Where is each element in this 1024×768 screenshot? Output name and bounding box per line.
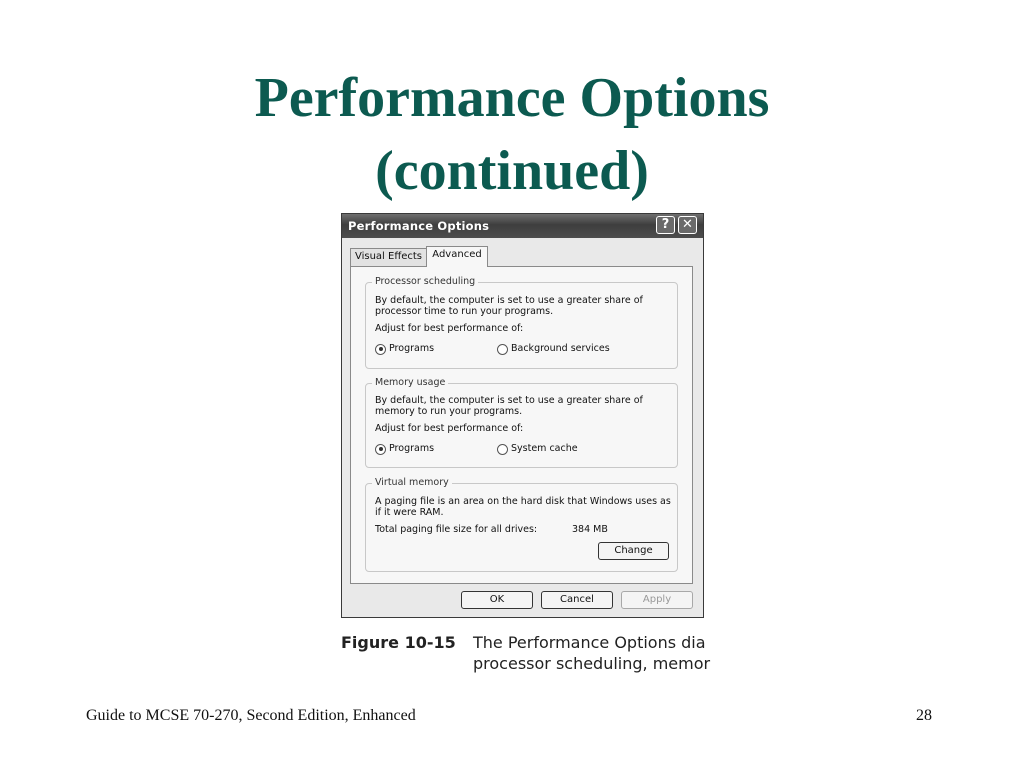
memory-adjust-label: Adjust for best performance of: — [375, 423, 524, 434]
figure-label: Figure 10-15 — [341, 633, 456, 652]
help-icon[interactable]: ? — [656, 216, 675, 234]
memory-cache-radio[interactable] — [497, 443, 578, 455]
memory-programs-label: Programs — [389, 443, 435, 454]
memory-description-line2: memory to run your programs. — [375, 406, 523, 417]
close-icon[interactable]: ✕ — [678, 216, 697, 234]
memory-cache-label: System cache — [511, 443, 578, 454]
radio-unselected-icon — [497, 444, 508, 455]
caption-line2: processor scheduling, memor — [473, 654, 711, 673]
dialog-title: Performance Options — [348, 219, 490, 233]
processor-background-radio[interactable] — [497, 343, 610, 355]
tab-visual-effects[interactable]: Visual Effects — [350, 248, 427, 266]
processor-background-label: Background services — [511, 343, 610, 354]
performance-options-dialog — [341, 213, 704, 618]
paging-total-label: Total paging file size for all drives: — [375, 524, 538, 535]
apply-button[interactable]: Apply — [621, 591, 693, 609]
memory-programs-radio[interactable] — [375, 443, 434, 455]
virtual-description-line1: A paging file is an area on the hard disk that Windows uses as — [375, 496, 671, 507]
virtual-description-line2: if it were RAM. — [375, 507, 444, 518]
cancel-button[interactable]: Cancel — [541, 591, 613, 609]
virtual-memory-group — [365, 477, 678, 572]
figure-caption — [341, 627, 721, 675]
ok-button[interactable]: OK — [461, 591, 533, 609]
slide-title — [0, 62, 1024, 208]
slide-title-line1: Performance Options — [254, 67, 770, 129]
footer-text: Guide to MCSE 70-270, Second Edition, Enhanced — [86, 707, 416, 724]
change-button[interactable]: Change — [598, 542, 669, 560]
advanced-tab-panel — [350, 266, 693, 584]
radio-selected-icon — [375, 444, 386, 455]
processor-programs-radio[interactable] — [375, 343, 434, 355]
processor-programs-label: Programs — [389, 343, 435, 354]
slide-title-line2: (continued) — [375, 140, 649, 202]
memory-usage-legend: Memory usage — [372, 377, 448, 388]
radio-selected-icon — [375, 344, 386, 355]
page-number: 28 — [916, 707, 932, 724]
processor-scheduling-legend: Processor scheduling — [372, 276, 478, 287]
processor-description-line2: processor time to run your programs. — [375, 306, 554, 317]
processor-description-line1: By default, the computer is set to use a greater share of — [375, 295, 643, 306]
caption-line1: The Performance Options dia — [473, 633, 706, 652]
dialog-titlebar[interactable] — [342, 214, 703, 238]
memory-usage-group — [365, 377, 678, 468]
memory-description-line1: By default, the computer is set to use a greater share of — [375, 395, 643, 406]
processor-scheduling-group — [365, 276, 678, 369]
radio-unselected-icon — [497, 344, 508, 355]
paging-total-value: 384 MB — [572, 524, 608, 535]
virtual-memory-legend: Virtual memory — [372, 477, 452, 488]
tab-advanced[interactable]: Advanced — [426, 246, 488, 267]
processor-adjust-label: Adjust for best performance of: — [375, 323, 524, 334]
